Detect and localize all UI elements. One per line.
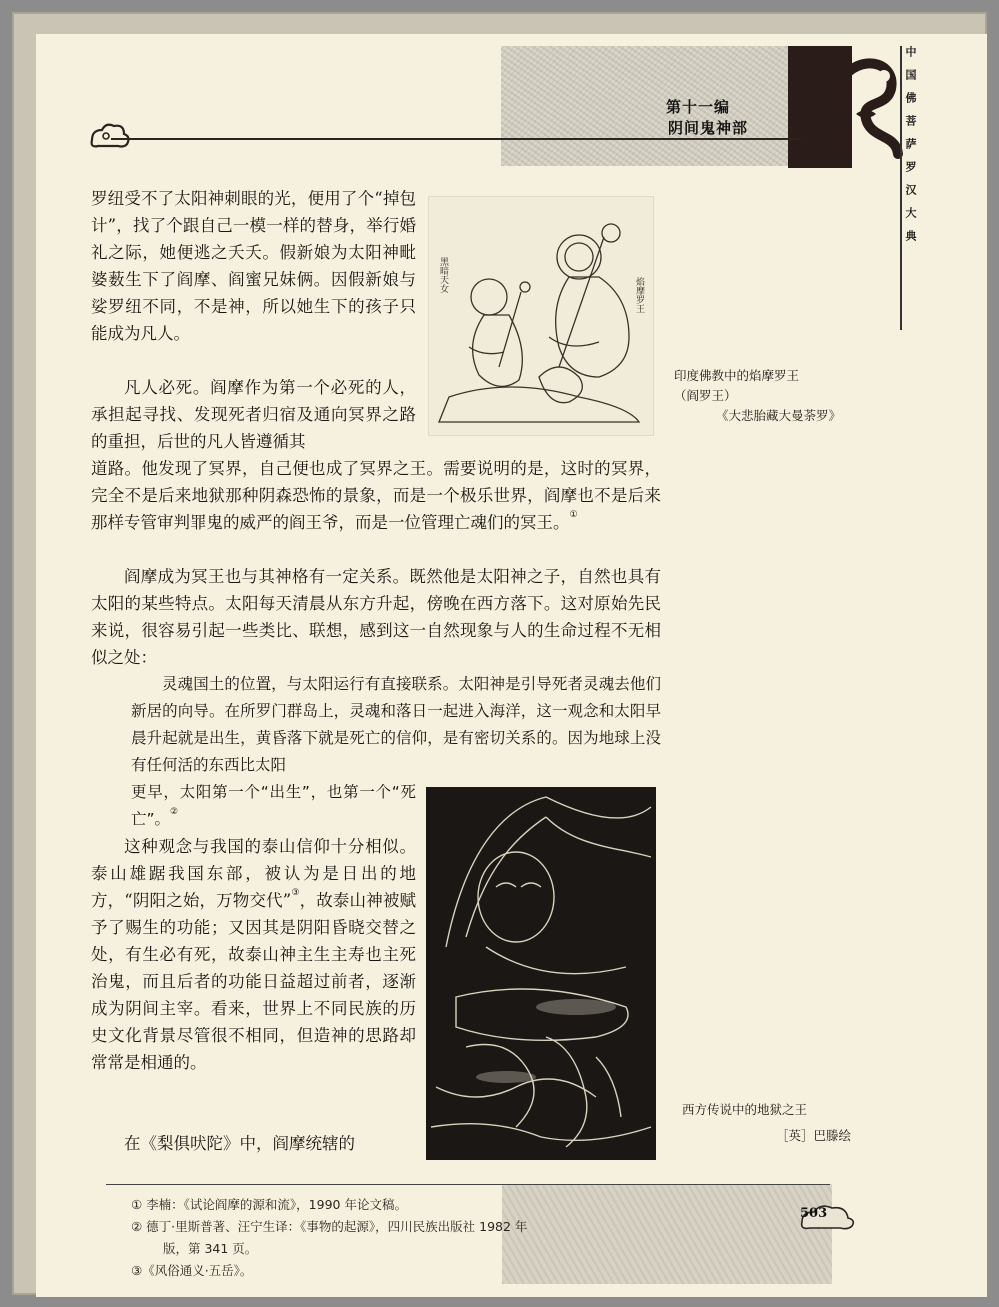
paragraph-2b — [91, 455, 661, 536]
footnote-3: ③《风俗通义·五岳》。 — [131, 1263, 253, 1278]
paragraph-4 — [91, 833, 416, 1076]
figure-2-credit: ［英］巴滕绘 — [776, 1128, 852, 1143]
footnote-ref-1[interactable]: ① — [569, 510, 578, 520]
header-rule — [111, 138, 801, 140]
paragraph-5: 在《梨俱吠陀》中，阎摩统辖的 — [124, 1134, 355, 1153]
figure-hell-king — [426, 787, 656, 1160]
block-quote-2-text: 更早，太阳第一个“出生”，也第一个“死亡”。 — [131, 783, 416, 828]
footnote-ref-3[interactable]: ③ — [291, 888, 300, 898]
book-page — [36, 34, 987, 1297]
book-title-vertical: 中国佛菩萨罗汉大典 — [904, 46, 917, 253]
footnote-rule — [106, 1184, 830, 1185]
yama-illustration — [429, 197, 653, 435]
figure-label-left: 黑暗天女 — [438, 257, 448, 293]
footnote-ref-2[interactable]: ② — [170, 807, 179, 817]
dragon-ornament-icon — [836, 54, 906, 164]
page-number: 503 — [800, 1206, 828, 1221]
figure-1-source: 《大悲胎藏大曼荼罗》 — [716, 408, 842, 423]
paragraph-3: 阎摩成为冥王也与其神格有一定关系。既然他是太阳神之子，自然也具有太阳的某些特点。太阳每天清晨从东方升起，傍晚在西方落下。这对原始先民来说，很容易引起一些类比、联想，感到这一自然现象与人的生命过程不无相似之处： — [91, 567, 661, 667]
paragraph-2a: 凡人必死。阎摩作为第一个必死的人，承担起寻找、发现死者归宿及通向冥界之路的重担，后世的凡人皆遵循其 — [91, 378, 416, 451]
figure-2-caption: 西方传说中的地狱之王 — [682, 1102, 808, 1117]
paragraph-2b-text: 道路。他发现了冥界，自己便也成了冥界之王。需要说明的是，这时的冥界，完全不是后来地狱那种阴森恐怖的景象，而是一个极乐世界，阎摩也不是后来那样专管审判罪鬼的威严的阎王爷，而是一位管理亡魂们的冥王。 — [91, 459, 661, 532]
cloud-ornament-icon — [84, 122, 132, 150]
figure-label-right: 焰摩罗王 — [634, 277, 644, 313]
figure-yama-king — [428, 196, 654, 436]
block-quote-1: 灵魂国土的位置，与太阳运行有直接联系。太阳神是引导死者灵魂去他们新居的向导。在所罗门群岛上，灵魂和落日一起进入海洋，这一观念和太阳早晨升起就是出生，黄昏落下就是死亡的信仰，是有密切关系的。因为地球上没有任何活的东西比太阳 — [131, 675, 661, 774]
page-frame — [12, 12, 987, 1295]
header-texture — [501, 46, 796, 166]
paragraph-4b-text: ，故泰山神被赋予了赐生的功能；又因其是阴阳昏晓交替之处，有生必有死，故泰山神主生主寿也主死治鬼，而且后者的功能日益超过前者，逐渐成为阴间主宰。看来，世界上不同民族的历史文化背景尽管很不相同，但造神的思路却常常是相通的。 — [91, 891, 416, 1072]
footnote-1: ① 李楠：《试论阎摩的源和流》，1990 年论文稿。 — [131, 1197, 407, 1212]
figure-1-caption: 印度佛教中的焰摩罗王 — [674, 368, 800, 383]
chapter-number: 第十一编 — [666, 98, 731, 116]
paragraph-4a-text: 这种观念与我国的泰山信仰十分相似。泰山雄踞我国东部，被认为是日出的地方，“阴阳之始，万物交代” — [91, 837, 416, 910]
paragraph-1: 罗纽受不了太阳神刺眼的光，便用了个“掉包计”，找了个跟自己一模一样的替身，举行婚礼之际，她便逃之夭夭。假新娘为太阳神毗婆薮生下了阎摩、阎蜜兄妹俩。因假新娘与娑罗纽不同，不是神，所以她生下的孩子只能成为凡人。 — [91, 189, 416, 343]
chapter-title: 阴间鬼神部 — [668, 119, 749, 137]
footnote-2-cont: 版，第 341 页。 — [163, 1241, 258, 1256]
hell-king-illustration — [426, 787, 656, 1160]
footnote-2: ② 德丁·里斯普著、汪宁生译：《事物的起源》，四川民族出版社 1982 年 — [131, 1219, 528, 1234]
block-quote-2 — [131, 779, 416, 833]
footnotes — [131, 1194, 691, 1282]
figure-1-caption-sub: （阎罗王） — [674, 388, 737, 403]
